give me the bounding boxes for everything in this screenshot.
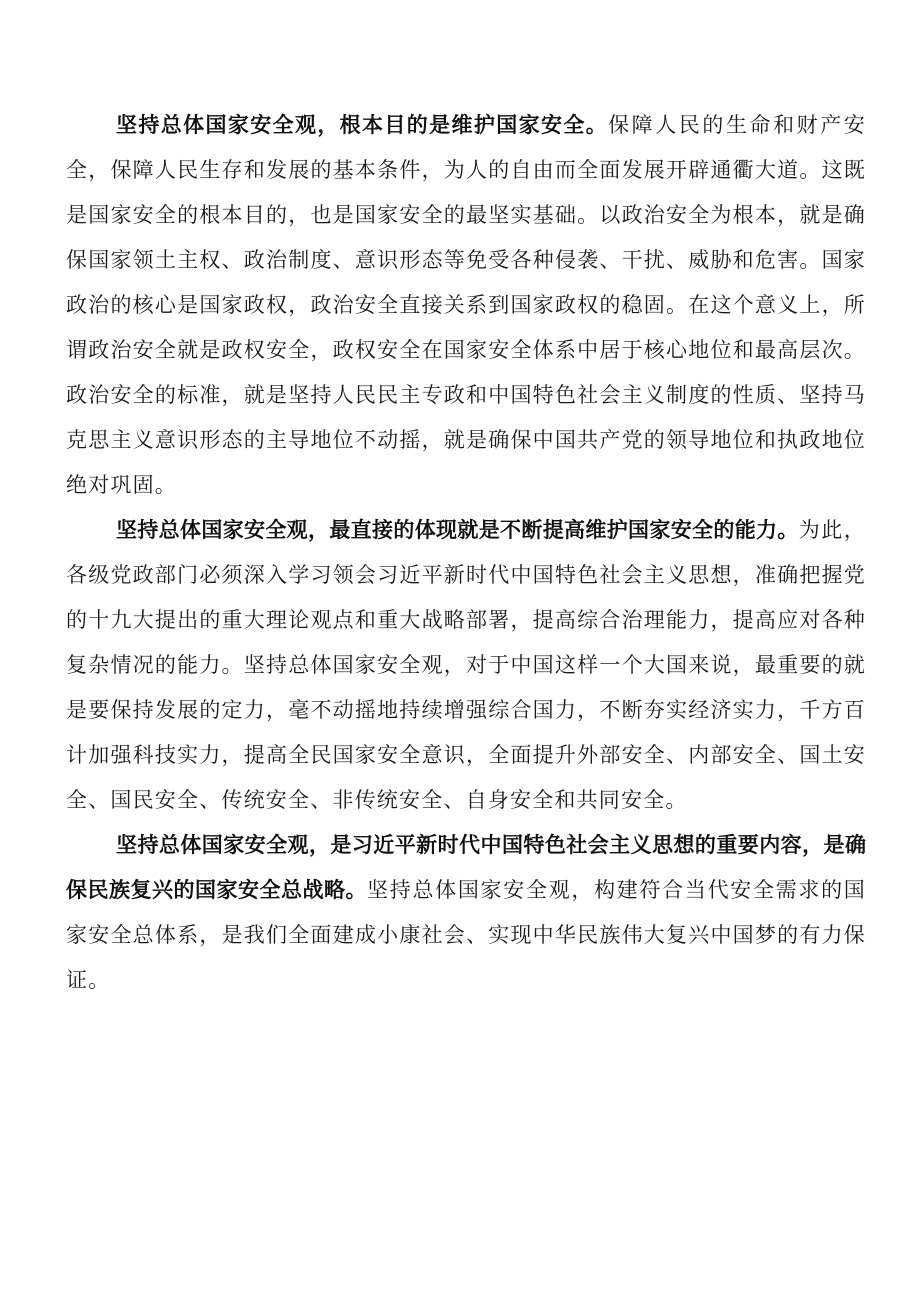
paragraph-3-body: 坚持总体国家安全观，构建符合当代安全需求的国家安全总体系，是我们全面建成小康社会、实现中华民族伟大复兴中国梦的有力保证。 [66, 878, 867, 992]
paragraph-3 [66, 823, 866, 1003]
paragraph-1 [66, 103, 866, 508]
document-body [66, 103, 866, 1003]
paragraph-2-body: 为此，各级党政部门必须深入学习领会习近平新时代中国特色社会主义思想，准确把握党的十九大提出的重大理论观点和重大战略部署，提高综合治理能力，提高应对各种复杂情况的能力。坚持总体国家安全观，对于中国这样一个大国来说，最重要的就是要保持发展的定力，毫不动摇地持续增强综合国力，不断夯实经济实力，千方百计加强科技实力，提高全民国家安全意识，全面提升外部安全、内部安全、国土安全、国民安全、传统安全、非传统安全、自身安全和共同安全。 [66, 518, 866, 812]
paragraph-2 [66, 508, 866, 823]
paragraph-2-lead: 坚持总体国家安全观，最直接的体现就是不断提高维护国家安全的能力。 [116, 518, 799, 542]
paragraph-3-lead: 坚持总体国家安全观，是习近平新时代中国特色社会主义思想的重要内容，是确保民族复兴的国家安全总战略。 [66, 833, 866, 902]
paragraph-1-lead: 坚持总体国家安全观，根本目的是维护国家安全。 [116, 113, 609, 137]
paragraph-1-body: 保障人民的生命和财产安全，保障人民生存和发展的基本条件，为人的自由而全面发展开辟通衢大道。这既是国家安全的根本目的，也是国家安全的最坚实基础。以政治安全为根本，就是确保国家领土主权、政治制度、意识形态等免受各种侵袭、干扰、威胁和危害。国家政治的核心是国家政权，政治安全直接关系到国家政权的稳固。在这个意义上，所谓政治安全就是政权安全，政权安全在国家安全体系中居于核心地位和最高层次。政治安全的标准，就是坚持人民民主专政和中国特色社会主义制度的性质、坚持马克思主义意识形态的主导地位不动摇，就是确保中国共产党的领导地位和执政地位绝对巩固。 [66, 113, 866, 497]
